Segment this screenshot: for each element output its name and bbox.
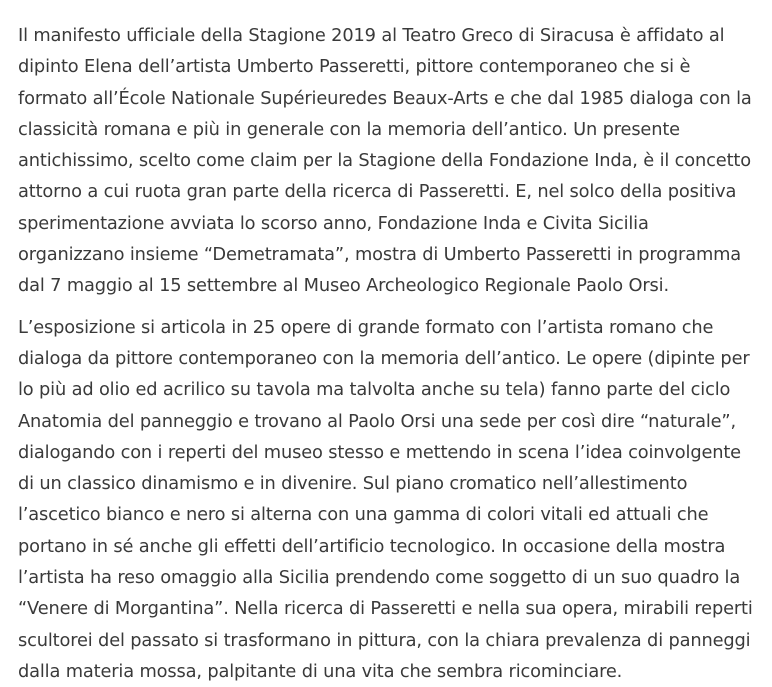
article-paragraph-2: L’esposizione si articola in 25 opere di grande formato con l’artista romano che dialoga da pittore contemporaneo con la memoria dell’antico. Le opere (dipinte per lo più ad olio ed acrilico su tavola ma talvolta anche su tela) fanno parte del ciclo Anatomia del panneggio e trovano al Paolo Orsi una sede per così dire “naturale”, dialogando con i reperti del museo stesso e mettendo in scena l’idea coinvolgente di un classico dinamismo e in divenire. Sul piano cromatico nell’allestimento l’ascetico bianco e nero si alterna con una gamma di colori vitali ed attuali che portano in sé anche gli effetti dell’artificio tecnologico. In occasione della mostra l’artista ha reso omaggio alla Sicilia prendendo come soggetto di un suo quadro la “Venere di Morgantina”. Nella ricerca di Passeretti e nella sua opera, mirabili reperti scultorei del passato si trasformano in pittura, con la chiara prevalenza di panneggi dalla materia mossa, palpitante di una vita che sembra ricominciare.	[18, 316, 753, 682]
article-paragraph-1: Il manifesto ufficiale della Stagione 2019 al Teatro Greco di Siracusa è affidato al dipinto Elena dell’artista Umberto Passeretti, pittore contemporaneo che si è formato all’École Nationale Supérieuredes Beaux-Arts e che dal 1985 dialoga con la classicità romana e più in generale con la memoria dell’antico. Un presente antichissimo, scelto come claim per la Stagione della Fondazione Inda, è il concetto attorno a cui ruota gran parte della ricerca di Passeretti. E, nel solco della positiva sperimentazione avviata lo scorso anno, Fondazione Inda e Civita Sicilia organizzano insieme “Demetramata”, mostra di Umberto Passeretti in programma dal 7 maggio al 15 settembre al Museo Archeologico Regionale Paolo Orsi.	[18, 25, 752, 297]
